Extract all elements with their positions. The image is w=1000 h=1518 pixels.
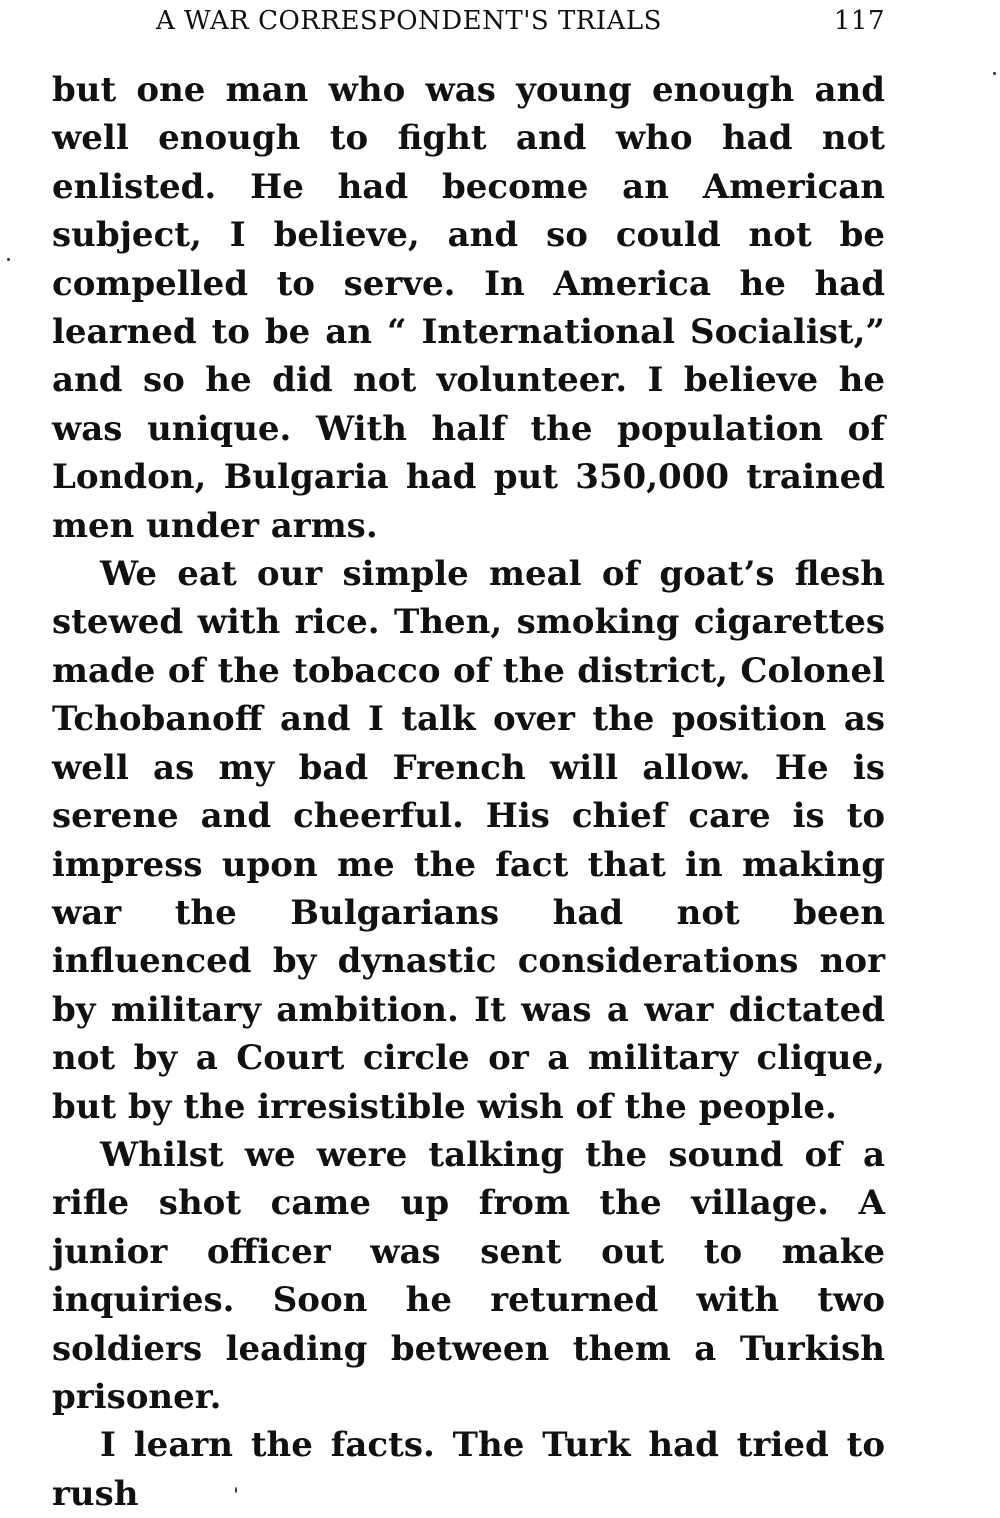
running-header [52, 2, 885, 42]
page-number: 117 [833, 6, 885, 36]
scan-speck [7, 258, 10, 261]
running-title: A WAR CORRESPONDENT'S TRIALS [156, 6, 662, 36]
paragraph: We eat our simple meal of goat’s flesh stewed with rice. Then, smoking cigarettes made of the tobacco of the district, Colonel Tchobanoff and I talk over the position as well as my bad French will allow. He is serene and cheerful. His chief care is to impress upon me the fact that in making war the Bulgarians had not been influenced by dynastic considerations nor by military ambition. It was a war dictated not by a Court circle or a military clique, but by the irresistible wish of the people. [52, 554, 885, 1127]
scan-speck [993, 72, 996, 75]
scan-speck [235, 1487, 237, 1493]
body-text [52, 66, 885, 1518]
paragraph: I learn the facts. The Turk had tried to rush [52, 1425, 885, 1514]
paragraph-continued: but one man who was young enough and well enough to fight and who had not enlisted. He had become an American subject, I believe, and so could not be compelled to serve. In America he had learned to be an “ International Socialist,” and so he did not volunteer. I believe he was unique. With half the population of London, Bulgaria had put 350,000 trained men under arms. [52, 70, 885, 546]
paragraph: Whilst we were talking the sound of a rifle shot came up from the village. A junior officer was sent out to make inquiries. Soon he returned with two soldiers leading between them a Turkish prisoner. [52, 1134, 885, 1417]
